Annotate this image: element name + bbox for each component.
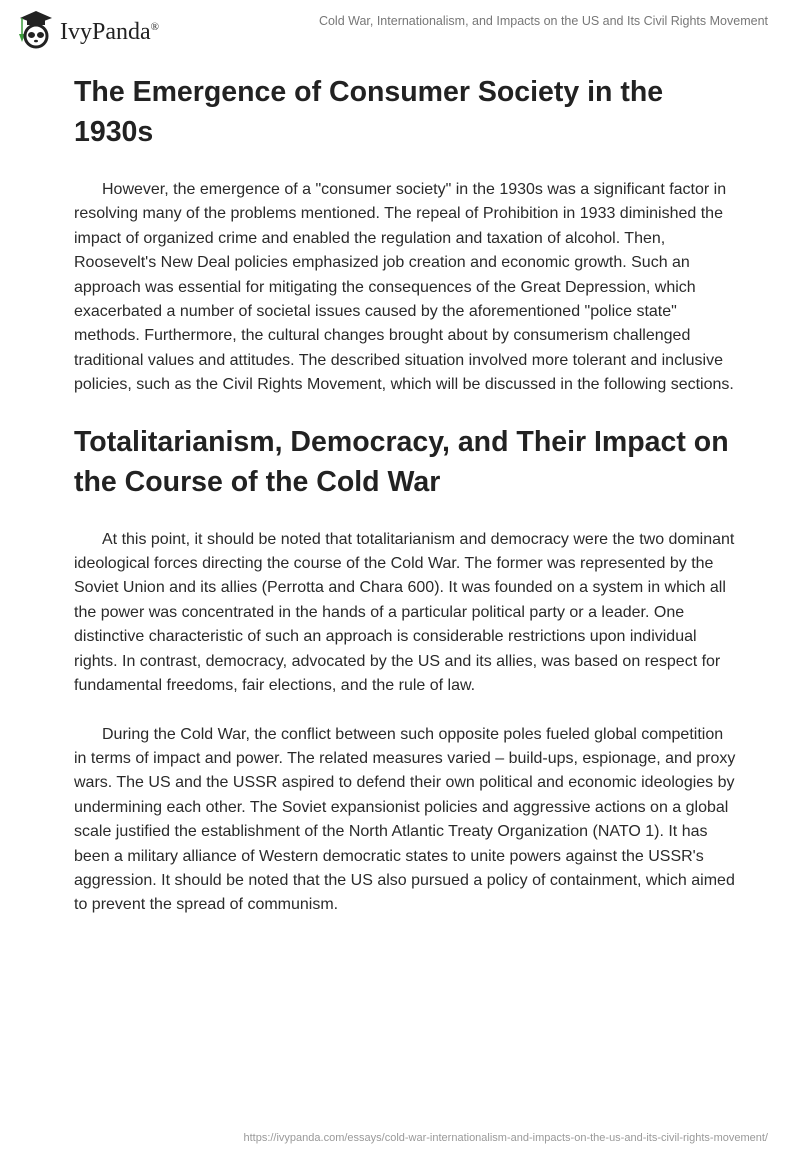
paragraph: During the Cold War, the conflict between such opposite poles fueled global competition in terms of impact and power. The related measures varied – build-ups, espionage, and proxy wars. The US and the USSR aspired to defend their own political and economic ideologies by undermining each other. The Soviet expansionist policies and aggressive actions on a global scale justified the establishment of the North Atlantic Treaty Organization (NATO 1). It has been a military alliance of Western democratic states to unite powers against the USSR's aggression. It should be noted that the US also pursued a policy of containment, which aimed to prevent the spread of communism. [74,725,736,914]
section-heading: The Emergence of Consumer Society in the 1930s [74,76,664,148]
paragraph: However, the emergence of a "consumer society" in the 1930s was a significant factor in resolving many of the problems mentioned. The repeal of Prohibition in 1933 diminished the impact of organized crime and enabled the regulation and taxation of alcohol. Then, Roosevelt's New Deal policies emphasized job creation and economic growth. Such an approach was essential for mitigating the consequences of the Great Depression, which exacerbated a number of societal issues caused by the aforementioned "police state" methods. Furthermore, the cultural changes brought about by consumerism challenged traditional values and attitudes. The described situation involved more tolerant and inclusive policies, such as the Civil Rights Movement, which will be discussed in the following sections. [74,181,734,394]
source-url-link[interactable]: https://ivypanda.com/essays/cold-war-internationalism-and-impacts-on-the-us-and-its-civil-rights-movement/ [243,1132,768,1144]
panda-graduate-icon [18,8,54,50]
ivypanda-logo[interactable] [18,8,159,50]
paragraph: At this point, it should be noted that totalitarianism and democracy were the two dominant ideological forces directing the course of the Cold War. The former was represented by the Soviet Union and its allies (Perrotta and Chara 600). It was founded on a system in which all the power was concentrated in the hands of a particular political party or a leader. One distinctive characteristic of such an approach is considerable restrictions upon individual rights. In contrast, democracy, advocated by the US and its allies, was based on respect for fundamental freedoms, fair elections, and the rule of law. [74,530,735,695]
registered-mark: ® [150,20,160,33]
page-header [0,0,800,60]
logo-text: IvyPanda [60,18,151,45]
section-heading: Totalitarianism, Democracy, and Their Impact on the Course of the Cold War [74,425,729,498]
article-body [74,72,738,942]
document-title: Cold War, Internationalism, and Impacts on the US and Its Civil Rights Movement [318,14,768,28]
